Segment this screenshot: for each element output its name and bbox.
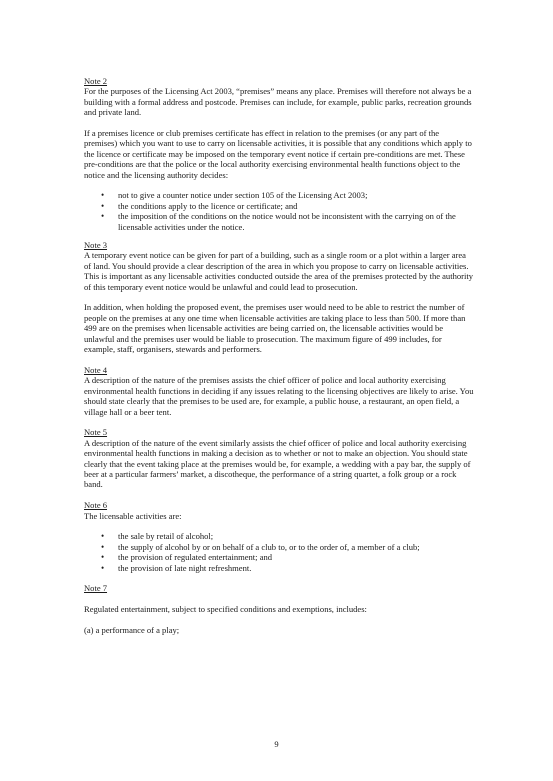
list-item: • the provision of regulated entertainment; and [101, 552, 273, 563]
bullet-icon: • [101, 190, 105, 201]
note3-heading: Note 3 [84, 240, 108, 251]
note3-para1: A temporary event notice can be given for part of a building, such as a single room or a plot within a larger area of land. You should provide a clear description of the area in which you propose to carry on licensable activities. This is important as any licensable activities conducted outside the area of the premises protected by the authority of this temporary event notice would be unlawful and could lead to prosecution. [84, 250, 474, 292]
document-page [84, 76, 474, 635]
bullet-icon: • [101, 552, 105, 563]
note2-para2: If a premises licence or club premises certificate has effect in relation to the premises (or any part of the premises) which you want to use to carry on licensable activities, it is possible that any conditions which apply to the licence or certificate may be imposed on the temporary event notice if certain pre-conditions are met. These pre-conditions are that the police or the local authority exercising environmental health functions object to the notice and the licensing authority decides: [84, 128, 472, 180]
list-item: • the conditions apply to the licence or certificate; and [101, 200, 298, 211]
bullet-icon: • [101, 562, 105, 573]
list-item: • the sale by retail of alcohol; [101, 531, 214, 542]
note5-para1: A description of the nature of the event similarly assists the chief officer of police and local authority exercising environmental health functions in making a decision as to whether or not to make an objection. You should state clearly that the event taking place at the premises would be, for example, a wedding with a pay bar, the supply of beer at a particular farmers’ market, a discotheque, the performance of a string quartet, a folk group or a rock band. [84, 437, 471, 490]
bullet-icon: • [101, 531, 105, 542]
note6-intro: The licensable activities are: [84, 510, 182, 521]
note6-bullet-list [84, 531, 474, 573]
note7-heading: Note 7 [84, 583, 108, 594]
bullet-icon: • [101, 541, 105, 552]
list-item: • the supply of alcohol by or on behalf of a club to, or to the order of, a member of a club; [101, 541, 420, 552]
note2-para1: For the purposes of the Licensing Act 2003, “premises” means any place. Premises will therefore not always be a building with a formal address and postcode. Premises can include, for example, public parks, recreation grounds and private land. [84, 86, 472, 118]
list-item: • the imposition of the conditions on the notice would not be inconsistent with the carrying on of the licensable activities under the notice. [101, 211, 456, 232]
list-item: • not to give a counter notice under section 105 of the Licensing Act 2003; [101, 190, 368, 201]
note4-para1: A description of the nature of the premises assists the chief officer of police and local authority exercising environmental health functions in deciding if any issues relating to the licensing objectives are likely to arise. You should state clearly that the premises to be used are, for example, a public house, a restaurant, an open field, a village hall or a beer tent. [84, 375, 474, 417]
bullet-icon: • [101, 211, 105, 222]
note2-heading: Note 2 [84, 76, 108, 86]
note4-heading: Note 4 [84, 364, 108, 375]
list-item: • the provision of late night refreshment. [101, 562, 252, 573]
page-number: 9 [274, 739, 279, 749]
note3-para2: In addition, when holding the proposed event, the premises user would need to be able to restrict the number of people on the premises at any one time when licensable activities are taking place to less than 500. If more than 499 are on the premises when licensable activities are being carried on, the licensable activities would be unlawful and the premises user would be liable to prosecution. The maximum figure of 499 includes, for example, staff, organisers, stewards and performers. [84, 302, 466, 355]
note7-item-a: (a) a performance of a play; [84, 624, 180, 635]
note7-intro: Regulated entertainment, subject to specified conditions and exemptions, includes: [84, 604, 367, 615]
note2-bullet-list [84, 190, 474, 232]
bullet-icon: • [101, 200, 105, 211]
note5-heading: Note 5 [84, 427, 108, 438]
note6-heading: Note 6 [84, 500, 108, 511]
